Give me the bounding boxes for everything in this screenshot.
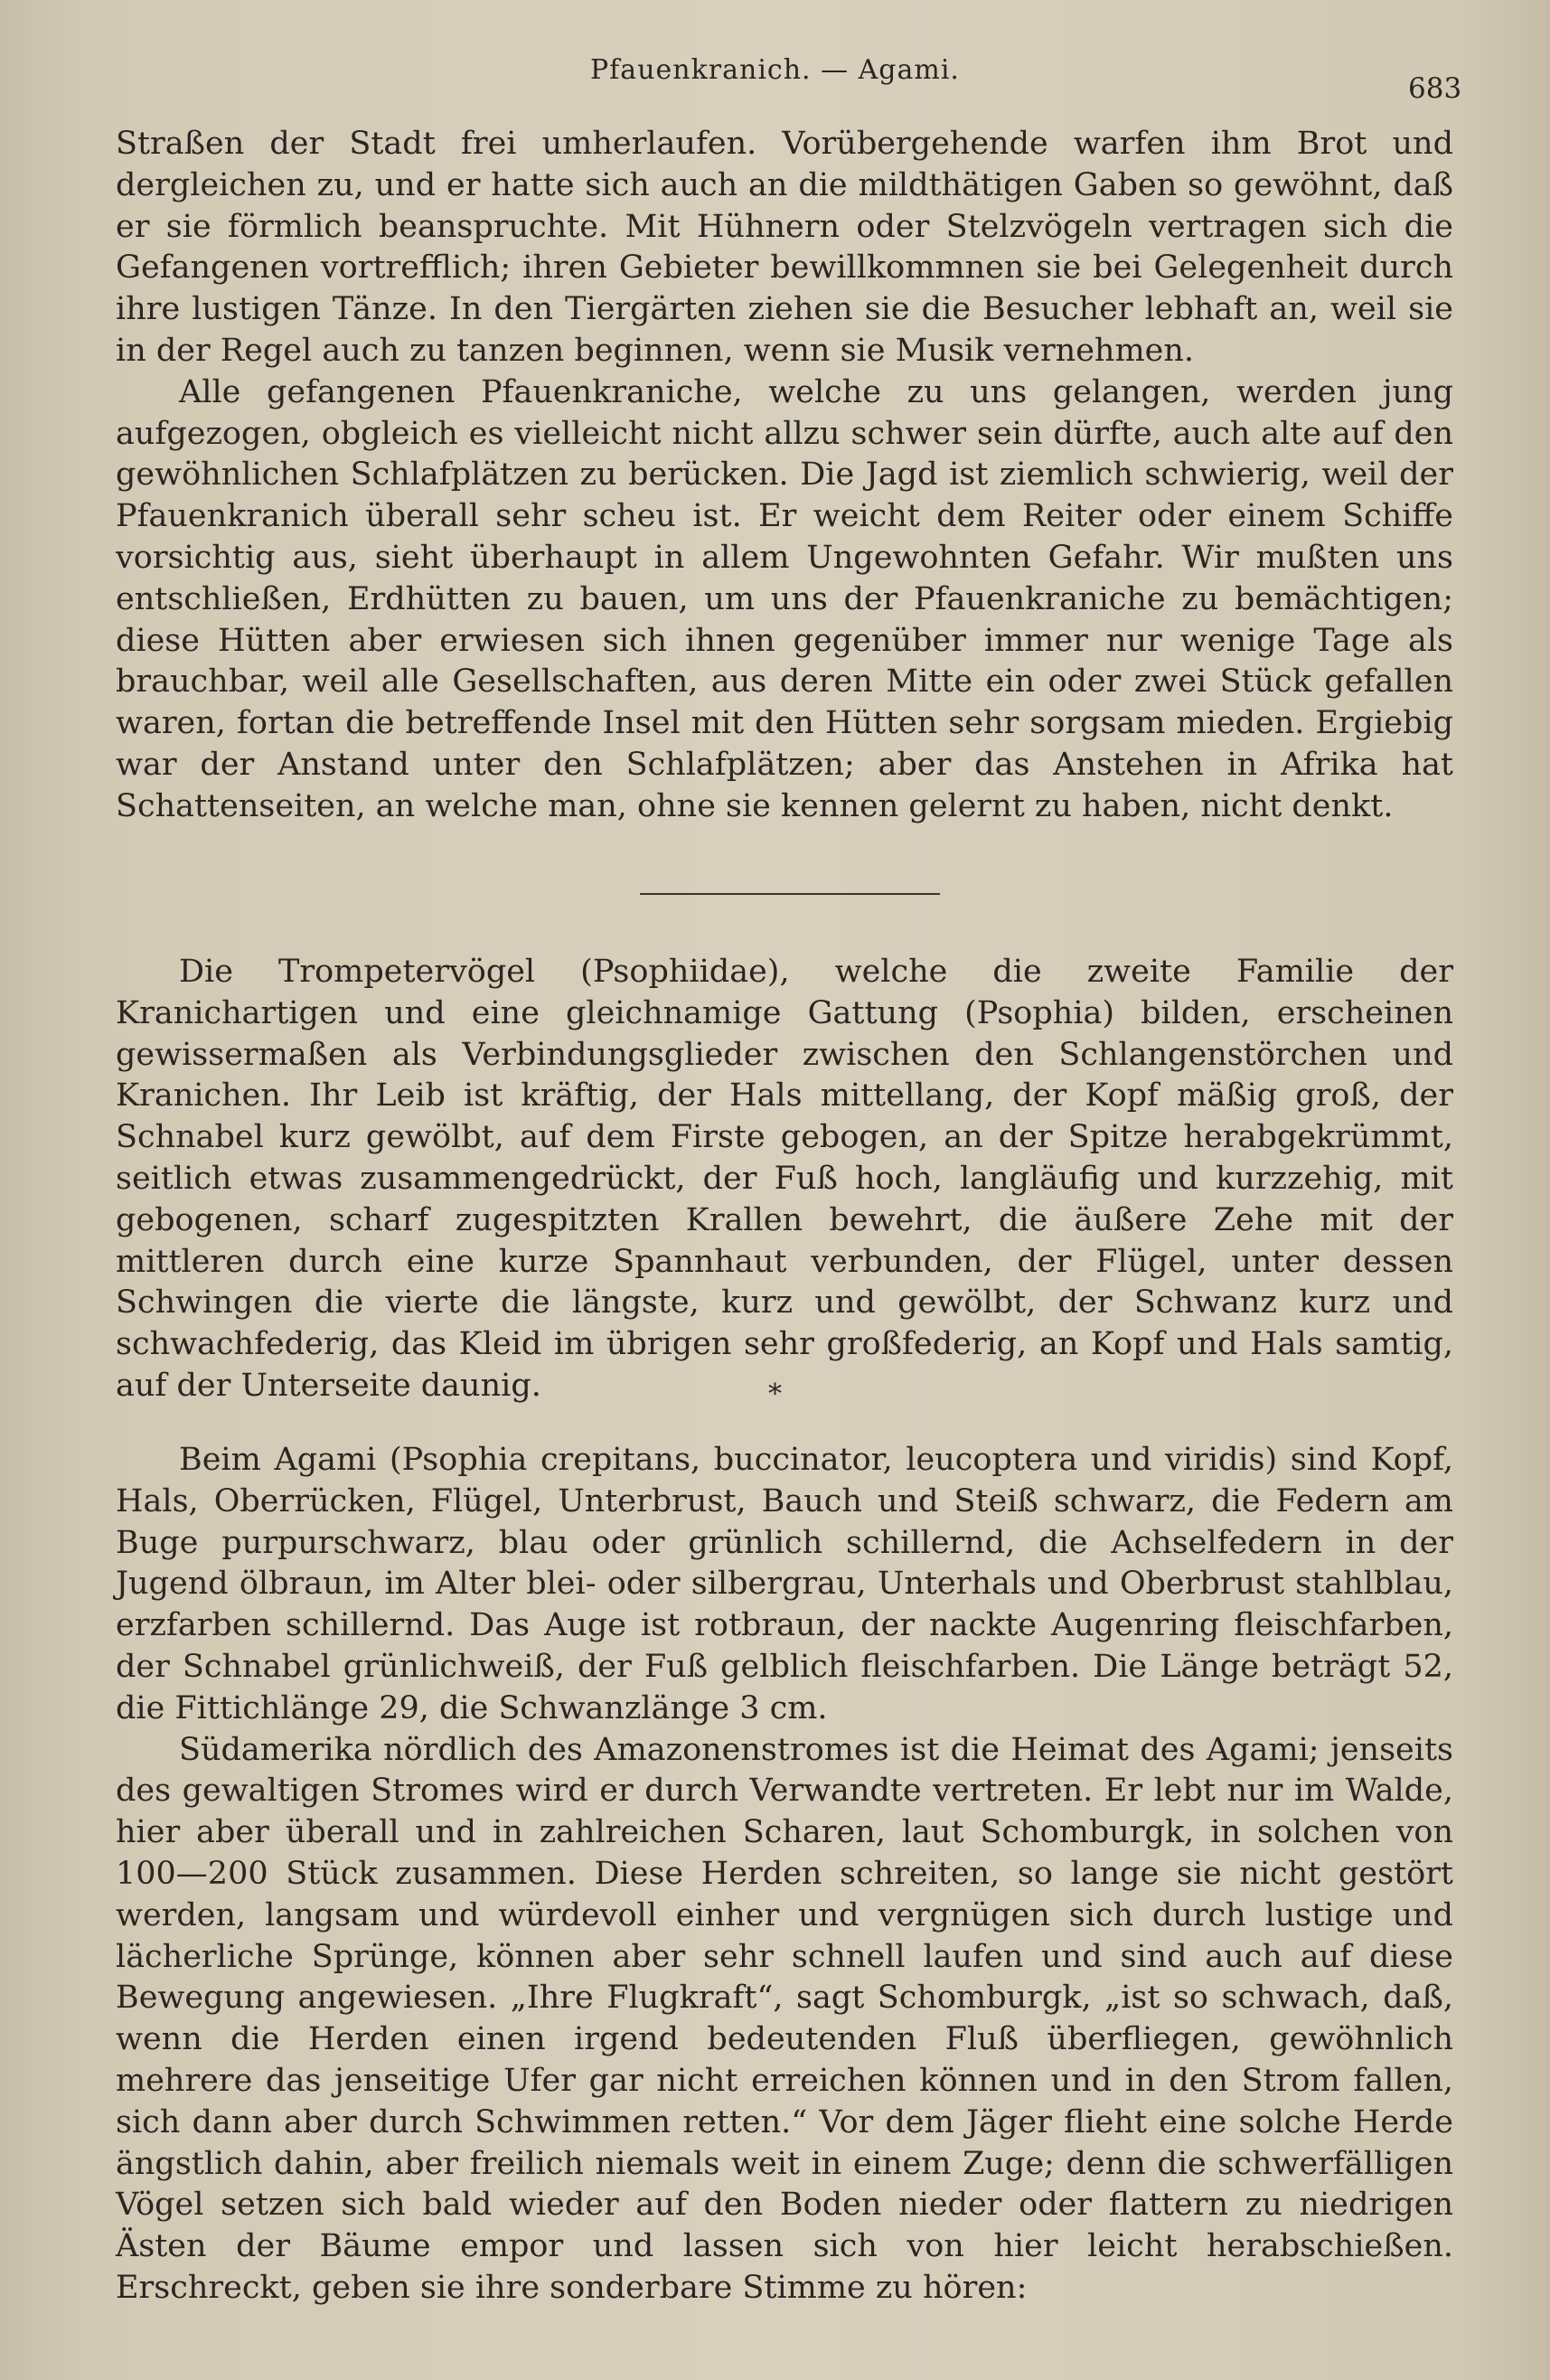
running-header-title: Pfauenkranich. — Agami. [590, 54, 960, 86]
agami-text-block [116, 1440, 1453, 2309]
asterisk-separator: * [768, 1378, 782, 1410]
paragraph-pfauenkranich-capture: Alle gefangenen Pfauenkraniche, welche zu uns gelangen, werden jung aufgezogen, obgleich es vielleicht nicht allzu schwer sein dürfte, auch alte auf den gewöhnlichen Schlafplätzen zu berücken. Die Jagd ist ziemlich schwierig, weil der Pfauenkranich überall sehr scheu ist. Er weicht dem Reiter oder einem Schiffe vorsichtig aus, sieht überhaupt in allem Ungewohnten Gefahr. Wir mußten uns entschließen, Erdhütten zu bauen, um uns der Pfauenkraniche zu bemächtigen; diese Hütten aber erwiesen sich ihnen gegenüber immer nur wenige Tage als brauchbar, weil alle Gesellschaften, aus deren Mitte ein oder zwei Stück gefallen waren, fortan die betreffende Insel mit den Hütten sehr sorgsam mieden. Ergiebig war der Anstand unter den Schlafplätzen; aber das Anstehen in Afrika hat Schattenseiten, an welche man, ohne sie kennen gelernt zu haben, nicht denkt. [116, 373, 1453, 824]
trompetervoegel-text-block [116, 952, 1453, 1407]
paragraph-agami-habitat: Südamerika nördlich des Amazonenstromes ist die Heimat des Agami; jenseits des gewaltigen Stromes wird er durch Verwandte vertreten. Er lebt nur im Walde, hier aber überall und in zahlreichen Scharen, laut Schomburgk, in solchen von 100—200 Stück zusammen. Diese Herden schreiten, so lange sie nicht gestört werden, langsam und würdevoll einher und vergnügen sich durch lustige und lächerliche Sprünge, können aber sehr schnell laufen und sind auch auf diese Bewegung angewiesen. „Ihre Flugkraft“, sagt Schomburgk, „ist so schwach, daß, wenn die Herden einen irgend bedeutenden Fluß überfliegen, gewöhnlich mehrere das jenseitige Ufer gar nicht erreichen können und in den Strom fallen, sich dann aber durch Schwimmen retten.“ Vor dem Jäger flieht eine solche Herde ängstlich dahin, aber freilich niemals weit in einem Zuge; denn die schwerfälligen Vögel setzen sich bald wieder auf den Boden nieder oder flattern zu niedrigen Ästen der Bäume empor und lassen sich von hier leicht herabschießen. Erschreckt, geben sie ihre sonderbare Stimme zu hören: [116, 1731, 1453, 2306]
paragraph-trompetervoegel: Die Trompetervögel (Psophiidae), welche die zweite Familie der Kranichartigen und eine gleichnamige Gattung (Psophia) bilden, erscheinen gewissermaßen als Verbindungsglieder zwischen den Schlangenstörchen und Kranichen. Ihr Leib ist kräftig, der Hals mittellang, der Kopf mäßig groß, der Schnabel kurz gewölbt, auf dem Firste gebogen, an der Spitze herabgekrümmt, seitlich etwas zusammengedrückt, der Fuß hoch, langläufig und kurzzehig, mit gebogenen, scharf zugespitzten Krallen bewehrt, die äußere Zehe mit der mittleren durch eine kurze Spannhaut verbunden, der Flügel, unter dessen Schwingen die vierte die längste, kurz und gewölbt, der Schwanz kurz und schwachfederig, das Kleid im übrigen sehr großfederig, an Kopf und Hals samtig, auf der Unterseite daunig. [116, 954, 1453, 1404]
pfauenkranich-text-block [116, 124, 1453, 828]
section-divider-rule [640, 893, 940, 895]
paragraph-agami-description: Beim Agami (Psophia crepitans, buccinator, leucoptera und viridis) sind Kopf, Hals, Oberrücken, Flügel, Unterbrust, Bauch und Steiß schwarz, die Federn am Buge purpurschwarz, blau oder grünlich schillernd, die Achselfedern in der Jugend ölbraun, im Alter blei- oder silbergrau, Unterhals und Oberbrust stahlblau, erzfarben schillernd. Das Auge ist rotbraun, der nackte Augenring fleischfarben, der Schnabel grünlichweiß, der Fuß gelblich fleischfarben. Die Länge beträgt 52, die Fittichlänge 29, die Schwanzlänge 3 cm. [116, 1442, 1453, 1726]
page-number: 683 [1408, 72, 1462, 105]
paragraph-pfauenkranich-continuation: Straßen der Stadt frei umherlaufen. Vorübergehende warfen ihm Brot und dergleichen zu, und er hatte sich auch an die mildthätigen Gaben so gewöhnt, daß er sie förmlich beanspruchte. Mit Hühnern oder Stelzvögeln vertragen sich die Gefangenen vortrefflich; ihren Gebieter bewillkommnen sie bei Gelegenheit durch ihre lustigen Tänze. In den Tiergärten ziehen sie die Besucher lebhaft an, weil sie in der Regel auch zu tanzen beginnen, wenn sie Musik vernehmen. [116, 126, 1453, 369]
